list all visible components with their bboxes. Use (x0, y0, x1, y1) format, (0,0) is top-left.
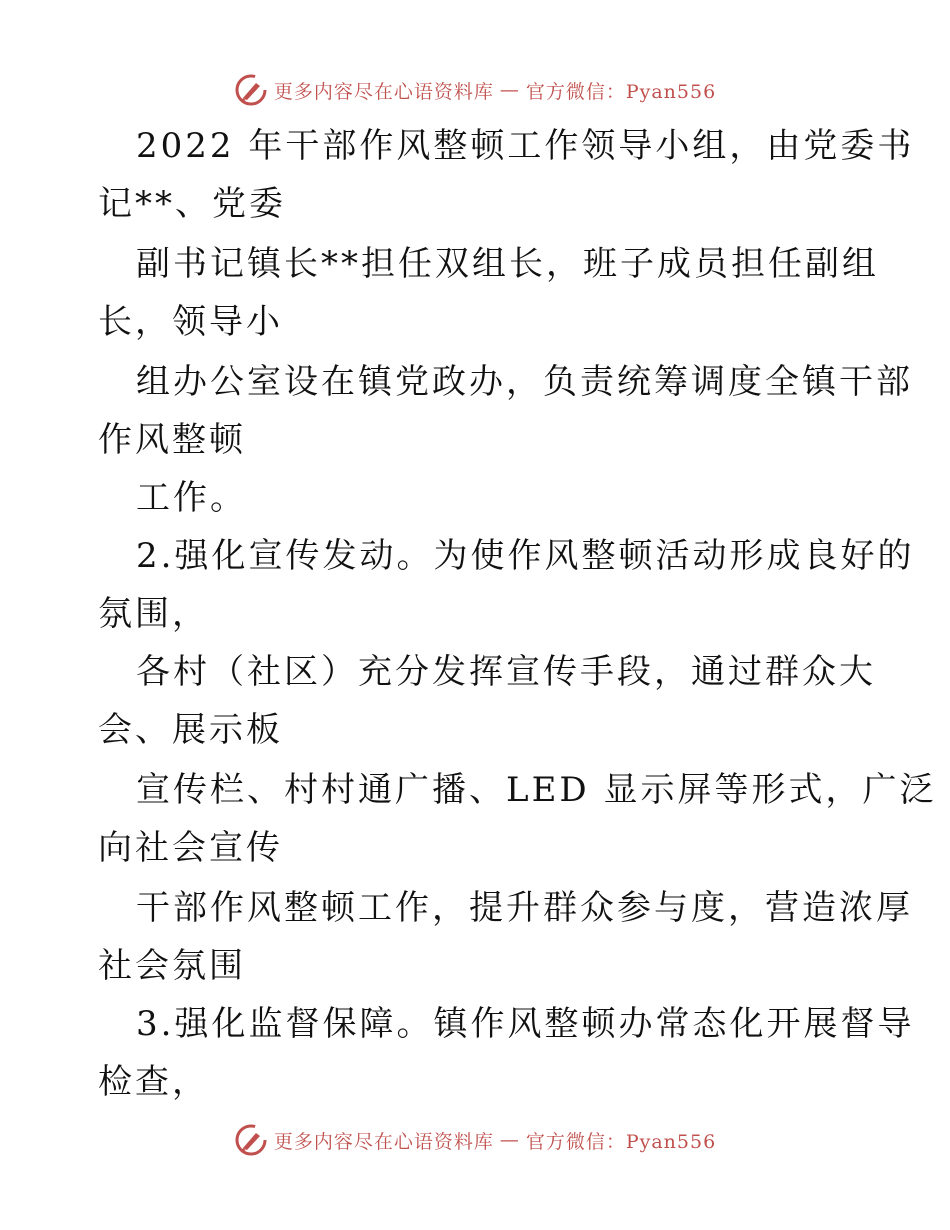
body-line: 氛围， (98, 594, 209, 634)
body-line: 向社会宣传 (98, 828, 283, 868)
pen-circle-logo-icon (234, 73, 268, 107)
body-line: 工作。 (136, 478, 247, 518)
body-line: 作风整顿 (98, 420, 246, 460)
body-line: 宣传栏、村村通广播、LED 显示屏等形式，广泛 (136, 770, 937, 810)
body-line: 记**、党委 (98, 184, 286, 224)
header-separator: — (499, 79, 520, 101)
body-line: 3.强化监督保障。镇作风整顿办常态化开展督导 (136, 1004, 915, 1044)
body-line: 2.强化宣传发动。为使作风整顿活动形成良好的 (136, 536, 915, 576)
header-banner (0, 70, 950, 110)
pen-circle-logo-icon (234, 1123, 268, 1157)
body-line: 副书记镇长**担任双组长，班子成员担任副组 (136, 244, 879, 284)
body-line: 会、展示板 (98, 710, 283, 750)
body-line: 检查， (98, 1062, 209, 1102)
body-line: 各村（社区）充分发挥宣传手段，通过群众大 (136, 652, 876, 692)
header-site-text: 更多内容尽在心语资料库 (273, 80, 494, 103)
footer-site-text: 更多内容尽在心语资料库 (273, 1130, 494, 1153)
footer-banner (0, 1120, 950, 1160)
footer-wechat-text: 官方微信：Pyan556 (525, 1130, 717, 1153)
body-line: 干部作风整顿工作，提升群众参与度，营造浓厚 (136, 888, 913, 928)
body-line: 2022 年干部作风整顿工作领导小组，由党委书 (136, 126, 915, 166)
body-line: 社会氛围 (98, 946, 246, 986)
body-line: 组办公室设在镇党政办，负责统筹调度全镇干部 (136, 362, 913, 402)
footer-separator: — (499, 1129, 520, 1151)
header-wechat-text: 官方微信：Pyan556 (525, 80, 717, 103)
body-line: 长，领导小 (98, 302, 283, 342)
